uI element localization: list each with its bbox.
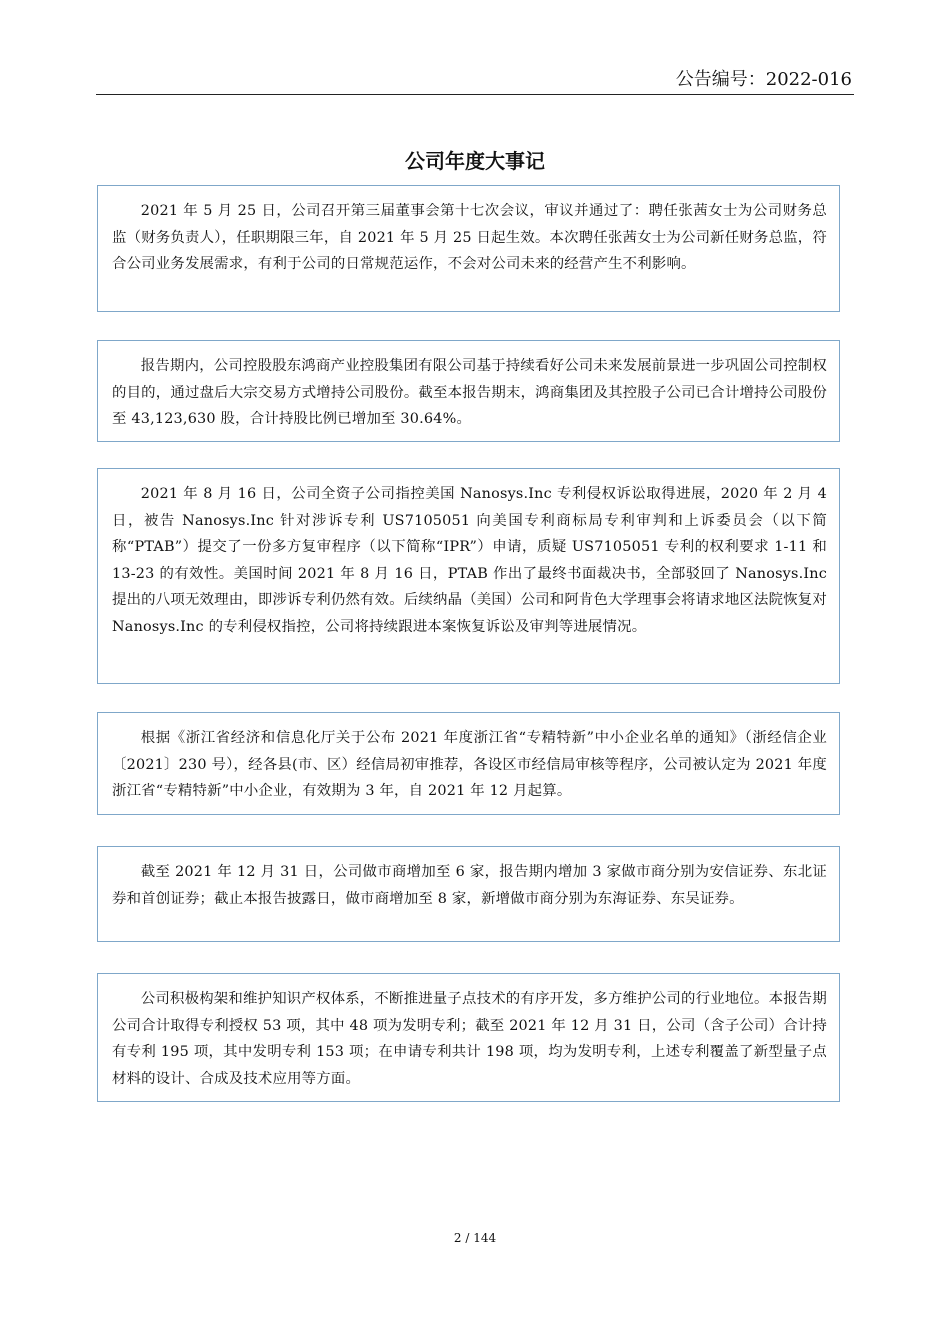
page-title: 公司年度大事记: [405, 149, 545, 173]
event-text: 2021 年 5 月 25 日，公司召开第三届董事会第十七次会议，审议并通过了：聘任张茜女士为公司财务总监（财务负责人），任职期限三年，自 2021 年 5 月 25 日起生效。本次聘任张茜女士为公司新任财务总监，符合公司业务发展需求，有利于公司的日常规范运作，不会对公司未来的经营产生不利影响。: [112, 203, 827, 272]
event-text: 截至 2021 年 12 月 31 日，公司做市商增加至 6 家，报告期内增加 3 家做市商分别为安信证券、东北证券和首创证券；截止本报告披露日，做市商增加至 8 家，新增做市商分别为东海证券、东吴证券。: [112, 864, 827, 907]
event-box-shareholding-increase: [97, 340, 840, 442]
event-text: 根据《浙江省经济和信息化厅关于公布 2021 年度浙江省“专精特新”中小企业名单的通知》（浙经信企业〔2021〕230 号），经各县(市、区）经信局初审推荐，各设区市经信局审核等程序，公司被认定为 2021 年度浙江省“专精特新”中小企业，有效期为 3 年，自 2021 年 12 月起算。: [112, 730, 827, 799]
event-text: 报告期内，公司控股股东鸿商产业控股集团有限公司基于持续看好公司未来发展前景进一步巩固公司控制权的目的，通过盘后大宗交易方式增持公司股份。截至本报告期末，鸿商集团及其控股子公司已合计增持公司股份至 43,123,630 股，合计持股比例已增加至 30.64%。: [112, 358, 827, 427]
event-box-market-makers: [97, 846, 840, 942]
event-text: 2021 年 8 月 16 日，公司全资子公司指控美国 Nanosys.Inc 专利侵权诉讼取得进展，2020 年 2 月 4 日，被告 Nanosys.Inc 针对涉诉专利 US7105051 向美国专利商标局专利审判和上诉委员会（以下简称“PTAB”）提交了一份多方复审程序（以下简称“IPR”）申请，质疑 US7105051 专利的权利要求 1-11 和 13-23 的有效性。美国时间 2021 年 8 月 16 日，PTAB 作出了最终书面裁决书，全部驳回了 Nanosys.Inc 提出的八项无效理由，即涉诉专利仍然有效。后续纳晶（美国）公司和阿肯色大学理事会将请求地区法院恢复对 Nanosys.Inc 的专利侵权指控，公司将持续跟进本案恢复诉讼及审判等进展情况。: [112, 486, 827, 635]
announcement-number: 公告编号：2022-016: [675, 69, 852, 90]
event-box-intellectual-property: [97, 973, 840, 1102]
page-number: 2 / 144: [453, 1231, 497, 1245]
event-text: 公司积极构架和维护知识产权体系，不断推进量子点技术的有序开发，多方维护公司的行业地位。本报告期公司合计取得专利授权 53 项，其中 48 项为发明专利；截至 2021 年 12 月 31 日，公司（含子公司）合计持有专利 195 项，其中发明专利 153 项；在申请专利共计 198 项，均为发明专利，上述专利覆盖了新型量子点材料的设计、合成及技术应用等方面。: [112, 991, 827, 1087]
page-header: [96, 66, 854, 95]
event-box-patent-litigation: [97, 468, 840, 684]
event-box-specialized-sme: [97, 712, 840, 815]
event-box-cfo-appointment: [97, 185, 840, 312]
